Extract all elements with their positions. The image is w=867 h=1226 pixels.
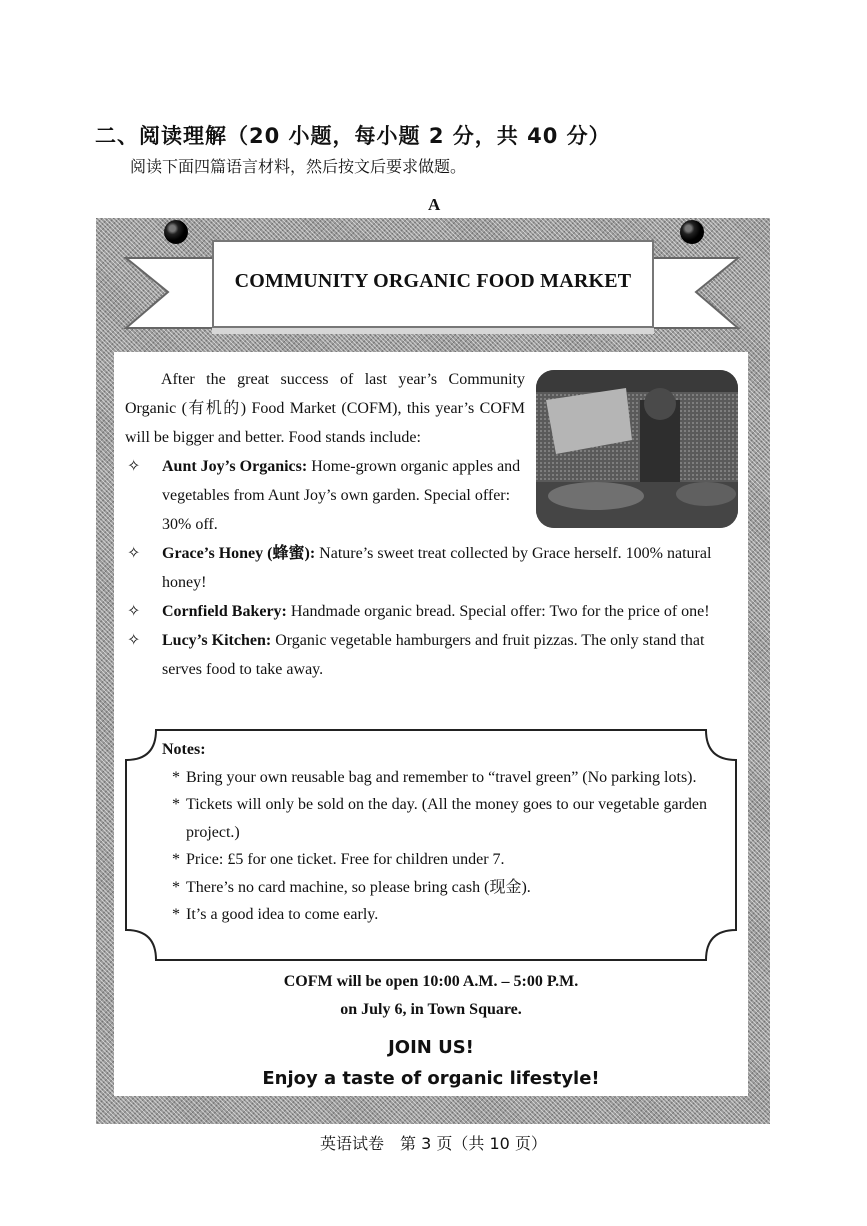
stand-text: Handmade organic bread. Special offer: Two for the price of one! bbox=[286, 603, 710, 620]
stand-name: Cornfield Bakery: bbox=[162, 603, 287, 620]
stand-text: Nature’s sweet treat collected by Grace herself. 100% natural honey! bbox=[162, 545, 712, 591]
intro-text: After the great success of last year’s Community Organic (有机的) Food Market (COFM), this year’s COFM will be bigger and better. Food stands include: bbox=[125, 371, 525, 446]
note-text: Price: £5 for one ticket. Free for children under 7. bbox=[186, 851, 505, 868]
note-item bbox=[162, 791, 707, 846]
opening-info bbox=[114, 968, 748, 1024]
bullet-icon: ✧ bbox=[127, 603, 141, 620]
passage-letter: A bbox=[428, 195, 441, 214]
join-heading: JOIN US! bbox=[388, 1037, 474, 1058]
ribbon-right-icon bbox=[646, 252, 746, 342]
note-item bbox=[162, 764, 707, 792]
note-text: Bring your own reusable bag and remember to “travel green” (No parking lots). bbox=[186, 768, 697, 786]
section-title: 二、阅读理解（20 小题，每小题 2 分，共 40 分） bbox=[95, 124, 611, 148]
star-icon: * bbox=[172, 768, 180, 786]
ribbon-left-icon bbox=[118, 252, 218, 342]
intro-paragraph bbox=[125, 365, 525, 452]
title-banner bbox=[212, 240, 654, 328]
opening-date-place: on July 6, in Town Square. bbox=[340, 1001, 522, 1018]
stand-text: Organic vegetable hamburgers and fruit pizzas. The only stand that serves food to take away. bbox=[162, 632, 705, 678]
stand-item bbox=[125, 626, 740, 684]
stand-text: Home-grown organic apples and vegetables from Aunt Joy’s own garden. Special offer: 30% off. bbox=[162, 458, 521, 533]
note-item bbox=[162, 901, 707, 929]
star-icon: * bbox=[172, 878, 180, 896]
stand-item bbox=[125, 539, 740, 597]
notes-box bbox=[162, 736, 707, 929]
note-item bbox=[162, 874, 707, 902]
stand-item bbox=[125, 452, 528, 539]
note-text: Tickets will only be sold on the day. (All the money goes to our vegetable garden project.) bbox=[186, 796, 707, 841]
stand-item bbox=[125, 597, 740, 626]
stand-name: Aunt Joy’s Organics: bbox=[162, 458, 308, 475]
poster-title: COMMUNITY ORGANIC FOOD MARKET bbox=[234, 270, 632, 292]
bullet-icon: ✧ bbox=[127, 632, 141, 649]
food-stands bbox=[125, 452, 740, 684]
bullet-icon: ✧ bbox=[127, 458, 141, 475]
poster-content bbox=[114, 352, 748, 1096]
stand-name: Grace’s Honey (蜂蜜): bbox=[162, 545, 316, 562]
pin-left-icon bbox=[164, 220, 188, 244]
note-text: It’s a good idea to come early. bbox=[186, 906, 379, 923]
bullet-icon: ✧ bbox=[127, 545, 141, 562]
star-icon: * bbox=[172, 906, 180, 923]
note-item bbox=[162, 846, 707, 874]
page-footer: 英语试卷 第 3 页（共 10 页） bbox=[320, 1134, 547, 1153]
star-icon: * bbox=[172, 851, 180, 868]
notes-title: Notes: bbox=[162, 741, 206, 758]
note-text: There’s no card machine, so please bring cash (现金). bbox=[186, 878, 531, 896]
star-icon: * bbox=[172, 796, 180, 813]
pin-right-icon bbox=[680, 220, 704, 244]
opening-time: COFM will be open 10:00 A.M. – 5:00 P.M. bbox=[283, 973, 579, 990]
slogan: Enjoy a taste of organic lifestyle! bbox=[262, 1068, 600, 1089]
instruction-text: 阅读下面四篇语言材料，然后按文后要求做题。 bbox=[130, 157, 467, 176]
call-to-action bbox=[114, 1032, 748, 1094]
stand-name: Lucy’s Kitchen: bbox=[162, 632, 272, 649]
